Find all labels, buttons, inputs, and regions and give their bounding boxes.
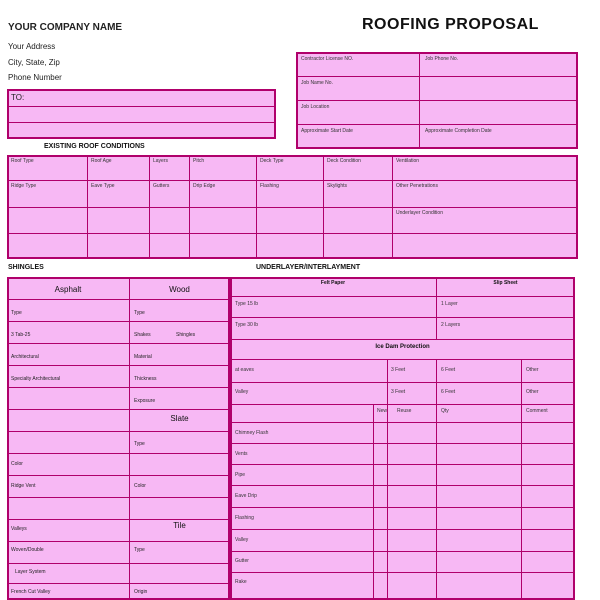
ex-pitch: Pitch (193, 158, 205, 164)
ice-other-option[interactable]: Other (526, 367, 539, 373)
three-tab-option[interactable]: 3 Tab-25 (11, 332, 31, 338)
ex-layers: Layers (153, 158, 169, 164)
ex-other-penetrations: Other Penetrations (396, 183, 438, 189)
to-box[interactable] (7, 89, 276, 139)
architectural-option[interactable]: Architectural (11, 354, 39, 360)
french-cut-option[interactable]: French Cut Valley (11, 589, 51, 595)
ex-ridge-type: Ridge Type (11, 183, 37, 189)
woven-option[interactable]: Woven/Double (11, 547, 44, 553)
comment-header: Comment (526, 408, 548, 414)
layer1-option[interactable]: 1 Layer (441, 301, 458, 307)
ex-deck-condition: Deck Condition (327, 158, 361, 164)
company-name: YOUR COMPANY NAME (8, 22, 123, 33)
valley-label: Valley (235, 389, 249, 395)
wood-type-label: Type (134, 310, 145, 316)
type30-option[interactable]: Type 30 lb (235, 322, 259, 328)
shingles-heading: SHINGLES (8, 264, 44, 271)
existing-heading: EXISTING ROOF CONDITIONS (44, 143, 145, 150)
company-city: City, State, Zip (8, 58, 60, 67)
slate-color-label: Color (134, 483, 146, 489)
company-address: Your Address (8, 42, 56, 51)
wood-header: Wood (169, 285, 190, 294)
ice-6ft-option[interactable]: 6 Feet (441, 367, 456, 373)
start-date-label: Approximate Start Date (301, 128, 353, 134)
ex-deck-type: Deck Type (260, 158, 284, 164)
layers2-option[interactable]: 2 Layers (441, 322, 461, 328)
valley-6ft-option[interactable]: 6 Feet (441, 389, 456, 395)
asphalt-header: Asphalt (54, 285, 82, 294)
tile-header: Tile (173, 521, 186, 530)
origin-label: Origin (134, 589, 148, 595)
ex-eave-type: Eave Type (91, 183, 115, 189)
ex-ventilation: Ventilation (396, 158, 420, 164)
specialty-option[interactable]: Specialty Architectural (11, 376, 61, 382)
color-label: Color (11, 461, 23, 467)
completion-date-label: Approximate Completion Date (425, 128, 492, 134)
to-label: TO: (11, 93, 25, 102)
job-location-label: Job Location (301, 104, 330, 110)
slip-header: Slip Sheet (493, 280, 518, 286)
slate-type-label: Type (134, 441, 145, 447)
layer-system-option[interactable]: Layer System (15, 569, 46, 575)
ex-drip-edge: Drip Edge (193, 183, 216, 189)
ex-gutters: Gutters (153, 183, 170, 189)
valley-3ft-option[interactable]: 3 Feet (391, 389, 406, 395)
item-rake: Rake (235, 579, 247, 585)
qty-header: Qty (441, 408, 449, 414)
thickness-label: Thickness (134, 376, 157, 382)
item-pipe: Pipe (235, 472, 246, 478)
item-chimney-flash: Chimney Flash (235, 430, 269, 436)
company-phone: Phone Number (8, 73, 62, 82)
ex-roof-type: Roof Type (11, 158, 34, 164)
felt-header: Felt Paper (320, 280, 346, 286)
at-eaves-option[interactable]: at eaves (235, 367, 254, 373)
ice-3ft-option[interactable]: 3 Feet (391, 367, 406, 373)
exposure-label: Exposure (134, 398, 156, 404)
shingles-option[interactable]: Shingles (176, 332, 196, 338)
valley-other-option[interactable]: Other (526, 389, 539, 395)
type15-option[interactable]: Type 15 lb (235, 301, 259, 307)
ex-skylights: Skylights (327, 183, 348, 189)
job-phone-label: Job Phone No. (425, 56, 459, 62)
underlayer-heading: UNDERLAYER/INTERLAYMENT (256, 264, 361, 271)
material-label: Material (134, 354, 152, 360)
page-title: ROOFING PROPOSAL (362, 16, 539, 33)
ex-roof-age: Roof Age (91, 158, 112, 164)
shakes-option[interactable]: Shakes (134, 332, 151, 338)
tile-type-label: Type (134, 547, 145, 553)
slate-header: Slate (170, 414, 189, 423)
ice-header: Ice Dam Protection (375, 344, 430, 350)
item-gutter: Gutter (235, 558, 249, 564)
item-flashing: Flashing (235, 515, 254, 521)
valleys-label: Valleys (11, 526, 27, 532)
job-name-label: Job Name No. (301, 80, 333, 86)
contractor-license-label: Contractor License NO. (301, 56, 354, 62)
ex-underlayer-condition: Underlayer Condition (396, 210, 443, 216)
item-eave-drip: Eave Drip (235, 493, 257, 499)
type-label: Type (11, 310, 22, 316)
ex-flashing: Flashing (260, 183, 279, 189)
item-valley: Valley (235, 537, 249, 543)
item-vents: Vents (235, 451, 248, 457)
reuse-header: Reuse (397, 408, 412, 414)
ridge-vent-label: Ridge Vent (11, 483, 36, 489)
new-header: New (377, 408, 388, 414)
